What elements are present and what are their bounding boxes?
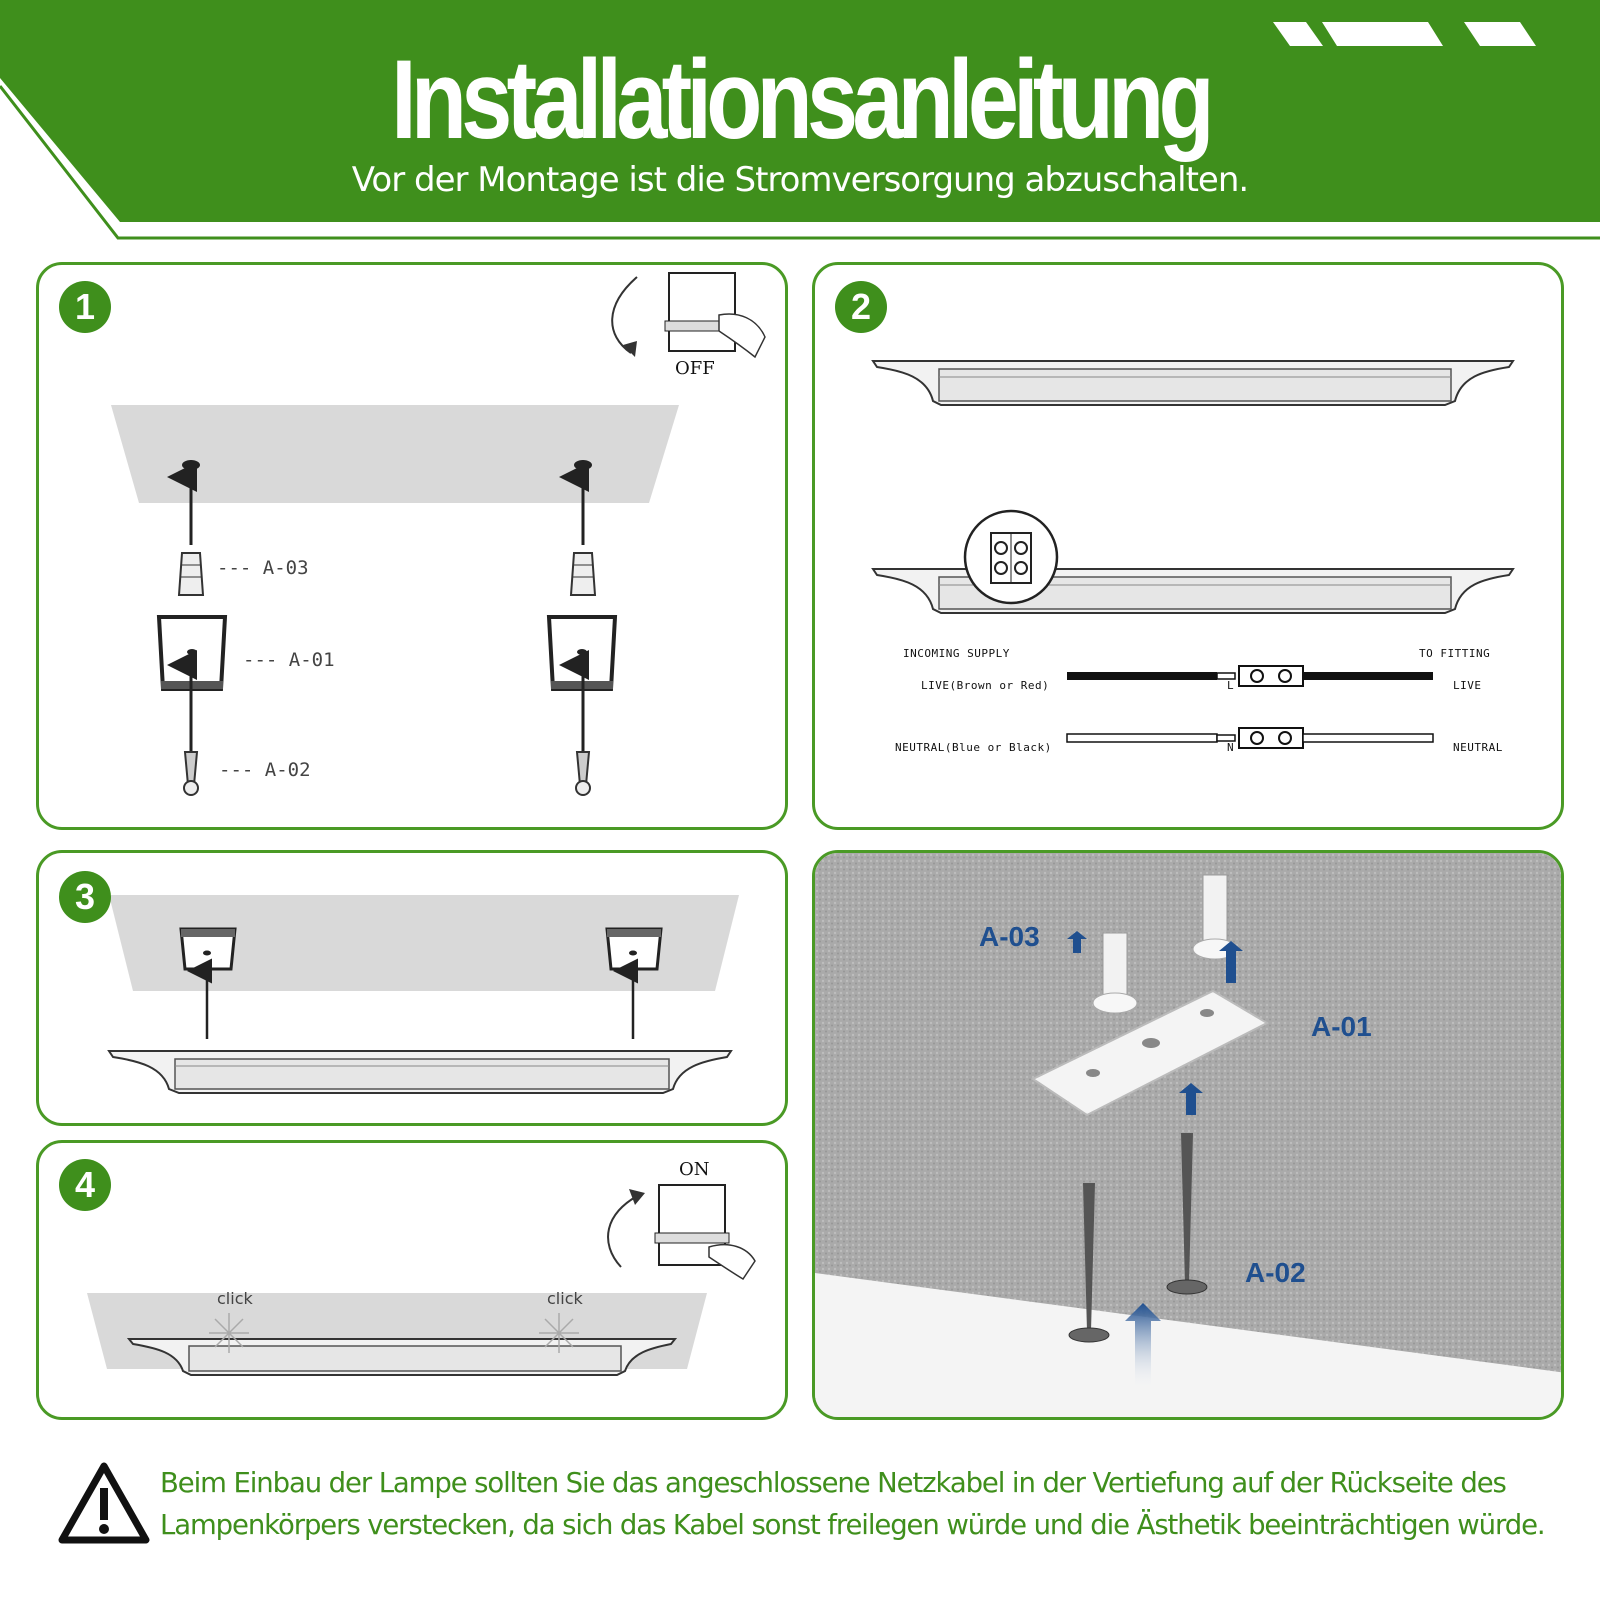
drill-hole-right bbox=[574, 460, 592, 470]
click-burst-right-icon bbox=[539, 1313, 579, 1353]
part-label-a02: --- A-02 bbox=[219, 759, 311, 781]
step-3-panel bbox=[36, 850, 788, 1126]
part-label-a03: --- A-03 bbox=[217, 557, 309, 579]
step-4-badge: 4 bbox=[59, 1159, 111, 1211]
anchor-right-icon bbox=[571, 553, 595, 595]
step-1-panel bbox=[36, 262, 788, 830]
screw-left-icon bbox=[184, 752, 198, 795]
step-3-badge: 3 bbox=[59, 871, 111, 923]
anchor-left-icon bbox=[179, 553, 203, 595]
step-1-badge: 1 bbox=[59, 281, 111, 333]
lamp-fixture bbox=[129, 1339, 675, 1375]
lamp-fixture-top bbox=[873, 361, 1513, 405]
step-4-panel bbox=[36, 1140, 788, 1420]
page-title: Installationsanleitung bbox=[391, 37, 1209, 162]
step-3-illustration bbox=[39, 853, 788, 1126]
parts-photo-panel bbox=[812, 850, 1564, 1420]
warning-text: Beim Einbau der Lampe sollten Sie das angeschlossene Netzkabel in der Vertiefung auf der Rückseite des Lampenkörpers verstecken, da sich das Kabel sonst freilegen würde und die Ästhetik beeinträchtigen würde. bbox=[160, 1467, 1545, 1541]
bracket-right-icon bbox=[607, 929, 661, 969]
click-burst-left-icon bbox=[209, 1313, 249, 1353]
live-wire-diagram bbox=[1067, 666, 1433, 686]
step-1-illustration bbox=[39, 265, 788, 830]
ceiling-surface bbox=[111, 405, 679, 503]
part-label-a01: --- A-01 bbox=[243, 649, 335, 671]
live-input-label: LIVE(Brown or Red) bbox=[921, 679, 1050, 692]
step-2-panel bbox=[812, 262, 1564, 830]
incoming-supply-label: INCOMING SUPPLY bbox=[903, 647, 1010, 660]
photo-label-a02: A-02 bbox=[1245, 1257, 1306, 1288]
neutral-output-label: NEUTRAL bbox=[1453, 741, 1503, 754]
switch-off-label: OFF bbox=[675, 358, 715, 379]
lamp-fixture bbox=[109, 1051, 731, 1093]
screw-right-icon bbox=[576, 752, 590, 795]
photo-label-a03: A-03 bbox=[979, 921, 1040, 952]
neutral-input-label: NEUTRAL(Blue or Black) bbox=[895, 741, 1052, 754]
warning-triangle-icon bbox=[58, 1460, 158, 1550]
step-2-badge: 2 bbox=[835, 281, 887, 333]
header-banner bbox=[0, 0, 1600, 245]
click-label-right: click bbox=[547, 1289, 583, 1308]
bracket-left-icon bbox=[181, 929, 235, 969]
power-switch-off-icon bbox=[612, 273, 765, 357]
to-fitting-label: TO FITTING bbox=[1419, 647, 1491, 660]
drill-hole-left bbox=[182, 460, 200, 470]
switch-on-label: ON bbox=[679, 1159, 710, 1180]
neutral-wire-diagram bbox=[1067, 728, 1433, 748]
live-output-label: LIVE bbox=[1453, 679, 1482, 692]
live-mark: L bbox=[1227, 679, 1235, 692]
parts-photo bbox=[815, 853, 1564, 1420]
click-label-left: click bbox=[217, 1289, 253, 1308]
terminal-block-detail-icon bbox=[965, 511, 1057, 603]
step-4-illustration bbox=[39, 1143, 788, 1420]
power-switch-on-icon bbox=[608, 1185, 755, 1279]
photo-label-a01: A-01 bbox=[1311, 1011, 1372, 1042]
neutral-mark: N bbox=[1227, 741, 1235, 754]
page-subtitle: Vor der Montage ist die Stromversorgung abzuschalten. bbox=[351, 160, 1249, 200]
